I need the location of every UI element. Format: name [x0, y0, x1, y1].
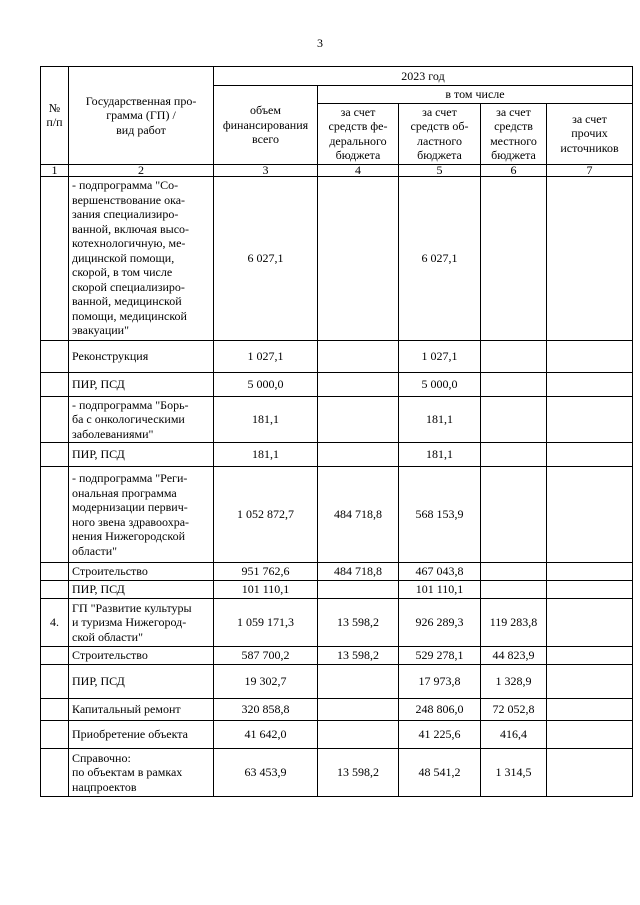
table-row	[41, 665, 633, 699]
table-row	[41, 699, 633, 721]
financing-table	[40, 66, 633, 797]
row-name: ПИР, ПСД	[69, 443, 214, 467]
header-col-other: за счет прочих источников	[547, 103, 633, 164]
row-other	[547, 749, 633, 797]
row-regional: 17 973,8	[399, 665, 481, 699]
row-total: 181,1	[214, 443, 318, 467]
row-number	[41, 699, 69, 721]
row-number	[41, 563, 69, 581]
header-col-number: № п/п	[41, 67, 69, 165]
row-number	[41, 396, 69, 443]
column-number-row	[41, 164, 633, 176]
row-total: 587 700,2	[214, 647, 318, 665]
header-col-federal: за счет средств фе- дерального бюджета	[318, 103, 399, 164]
row-federal	[318, 176, 399, 340]
row-total: 101 110,1	[214, 581, 318, 599]
row-total: 6 027,1	[214, 176, 318, 340]
row-federal	[318, 443, 399, 467]
column-number-cell: 7	[547, 164, 633, 176]
table-row	[41, 581, 633, 599]
column-number-cell: 4	[318, 164, 399, 176]
row-name: - подпрограмма "Реги- ональная программа модернизации первич- ного звена здравоохра- нения Нижегородской области"	[69, 467, 214, 563]
table-row	[41, 647, 633, 665]
header-col-regional: за счет средств об- ластного бюджета	[399, 103, 481, 164]
row-other	[547, 563, 633, 581]
row-federal: 13 598,2	[318, 599, 399, 647]
row-regional: 467 043,8	[399, 563, 481, 581]
row-federal: 13 598,2	[318, 749, 399, 797]
row-number	[41, 176, 69, 340]
row-regional: 181,1	[399, 443, 481, 467]
row-federal	[318, 721, 399, 749]
row-other	[547, 443, 633, 467]
row-local	[481, 372, 547, 396]
row-total: 5 000,0	[214, 372, 318, 396]
row-number	[41, 340, 69, 372]
row-local	[481, 396, 547, 443]
row-regional: 926 289,3	[399, 599, 481, 647]
row-regional: 248 806,0	[399, 699, 481, 721]
row-regional: 48 541,2	[399, 749, 481, 797]
row-total: 181,1	[214, 396, 318, 443]
row-total: 1 059 171,3	[214, 599, 318, 647]
row-federal	[318, 340, 399, 372]
table-row	[41, 749, 633, 797]
row-number	[41, 581, 69, 599]
row-local: 1 314,5	[481, 749, 547, 797]
row-other	[547, 721, 633, 749]
row-regional: 529 278,1	[399, 647, 481, 665]
column-number-cell: 2	[69, 164, 214, 176]
row-local	[481, 340, 547, 372]
row-other	[547, 647, 633, 665]
column-number-cell: 3	[214, 164, 318, 176]
row-federal	[318, 665, 399, 699]
header-col-total: объем финансирования всего	[214, 86, 318, 165]
row-other	[547, 340, 633, 372]
row-total: 1 027,1	[214, 340, 318, 372]
table-row	[41, 372, 633, 396]
row-regional: 568 153,9	[399, 467, 481, 563]
header-col-name: Государственная про- грамма (ГП) / вид работ	[69, 67, 214, 165]
row-regional: 1 027,1	[399, 340, 481, 372]
row-local: 1 328,9	[481, 665, 547, 699]
row-local	[481, 581, 547, 599]
row-number	[41, 372, 69, 396]
row-federal: 13 598,2	[318, 647, 399, 665]
row-name: Строительство	[69, 647, 214, 665]
row-local	[481, 563, 547, 581]
row-total: 1 052 872,7	[214, 467, 318, 563]
row-total: 41 642,0	[214, 721, 318, 749]
header-including: в том числе	[318, 86, 633, 104]
row-federal	[318, 581, 399, 599]
row-total: 951 762,6	[214, 563, 318, 581]
row-local: 119 283,8	[481, 599, 547, 647]
row-name: - подпрограмма "Борь- ба с онкологическими заболеваниями"	[69, 396, 214, 443]
row-other	[547, 665, 633, 699]
row-name: ГП "Развитие культуры и туризма Нижегород- ской области"	[69, 599, 214, 647]
table-row	[41, 599, 633, 647]
row-name: Капитальный ремонт	[69, 699, 214, 721]
row-name: Строительство	[69, 563, 214, 581]
row-other	[547, 599, 633, 647]
row-name: Приобретение объекта	[69, 721, 214, 749]
row-federal: 484 718,8	[318, 563, 399, 581]
row-number	[41, 749, 69, 797]
table-row	[41, 443, 633, 467]
table-row	[41, 467, 633, 563]
row-name: Реконструкция	[69, 340, 214, 372]
row-name: Справочно: по объектам в рамках нацпроектов	[69, 749, 214, 797]
row-name: ПИР, ПСД	[69, 665, 214, 699]
page-number: 3	[317, 36, 323, 50]
row-federal: 484 718,8	[318, 467, 399, 563]
row-number: 4.	[41, 599, 69, 647]
row-local	[481, 176, 547, 340]
row-other	[547, 372, 633, 396]
row-number	[41, 443, 69, 467]
row-number	[41, 721, 69, 749]
row-federal	[318, 396, 399, 443]
row-other	[547, 699, 633, 721]
row-local: 416,4	[481, 721, 547, 749]
row-federal	[318, 699, 399, 721]
row-local	[481, 467, 547, 563]
row-number	[41, 665, 69, 699]
column-number-cell: 1	[41, 164, 69, 176]
row-other	[547, 176, 633, 340]
row-name: ПИР, ПСД	[69, 581, 214, 599]
row-total: 19 302,7	[214, 665, 318, 699]
row-total: 320 858,8	[214, 699, 318, 721]
row-regional: 41 225,6	[399, 721, 481, 749]
table-row	[41, 563, 633, 581]
table-row	[41, 176, 633, 340]
row-regional: 6 027,1	[399, 176, 481, 340]
row-other	[547, 467, 633, 563]
row-total: 63 453,9	[214, 749, 318, 797]
row-regional: 181,1	[399, 396, 481, 443]
column-number-cell: 5	[399, 164, 481, 176]
row-number	[41, 647, 69, 665]
table-row	[41, 396, 633, 443]
row-other	[547, 581, 633, 599]
row-name: ПИР, ПСД	[69, 372, 214, 396]
row-local	[481, 443, 547, 467]
row-local: 44 823,9	[481, 647, 547, 665]
table-row	[41, 721, 633, 749]
table-row	[41, 340, 633, 372]
row-other	[547, 396, 633, 443]
header-year: 2023 год	[214, 67, 633, 86]
row-regional: 101 110,1	[399, 581, 481, 599]
header-col-local: за счет средств местного бюджета	[481, 103, 547, 164]
row-federal	[318, 372, 399, 396]
row-number	[41, 467, 69, 563]
column-number-cell: 6	[481, 164, 547, 176]
row-name: - подпрограмма "Со- вершенствование ока- зания специализиро- ванной, включая высо- котехнологичную, ме- дицинской помощи, скорой, в том числе скорой специализиро- ванной, медицинской помощи, медицинской эвакуации"	[69, 176, 214, 340]
row-regional: 5 000,0	[399, 372, 481, 396]
row-local: 72 052,8	[481, 699, 547, 721]
